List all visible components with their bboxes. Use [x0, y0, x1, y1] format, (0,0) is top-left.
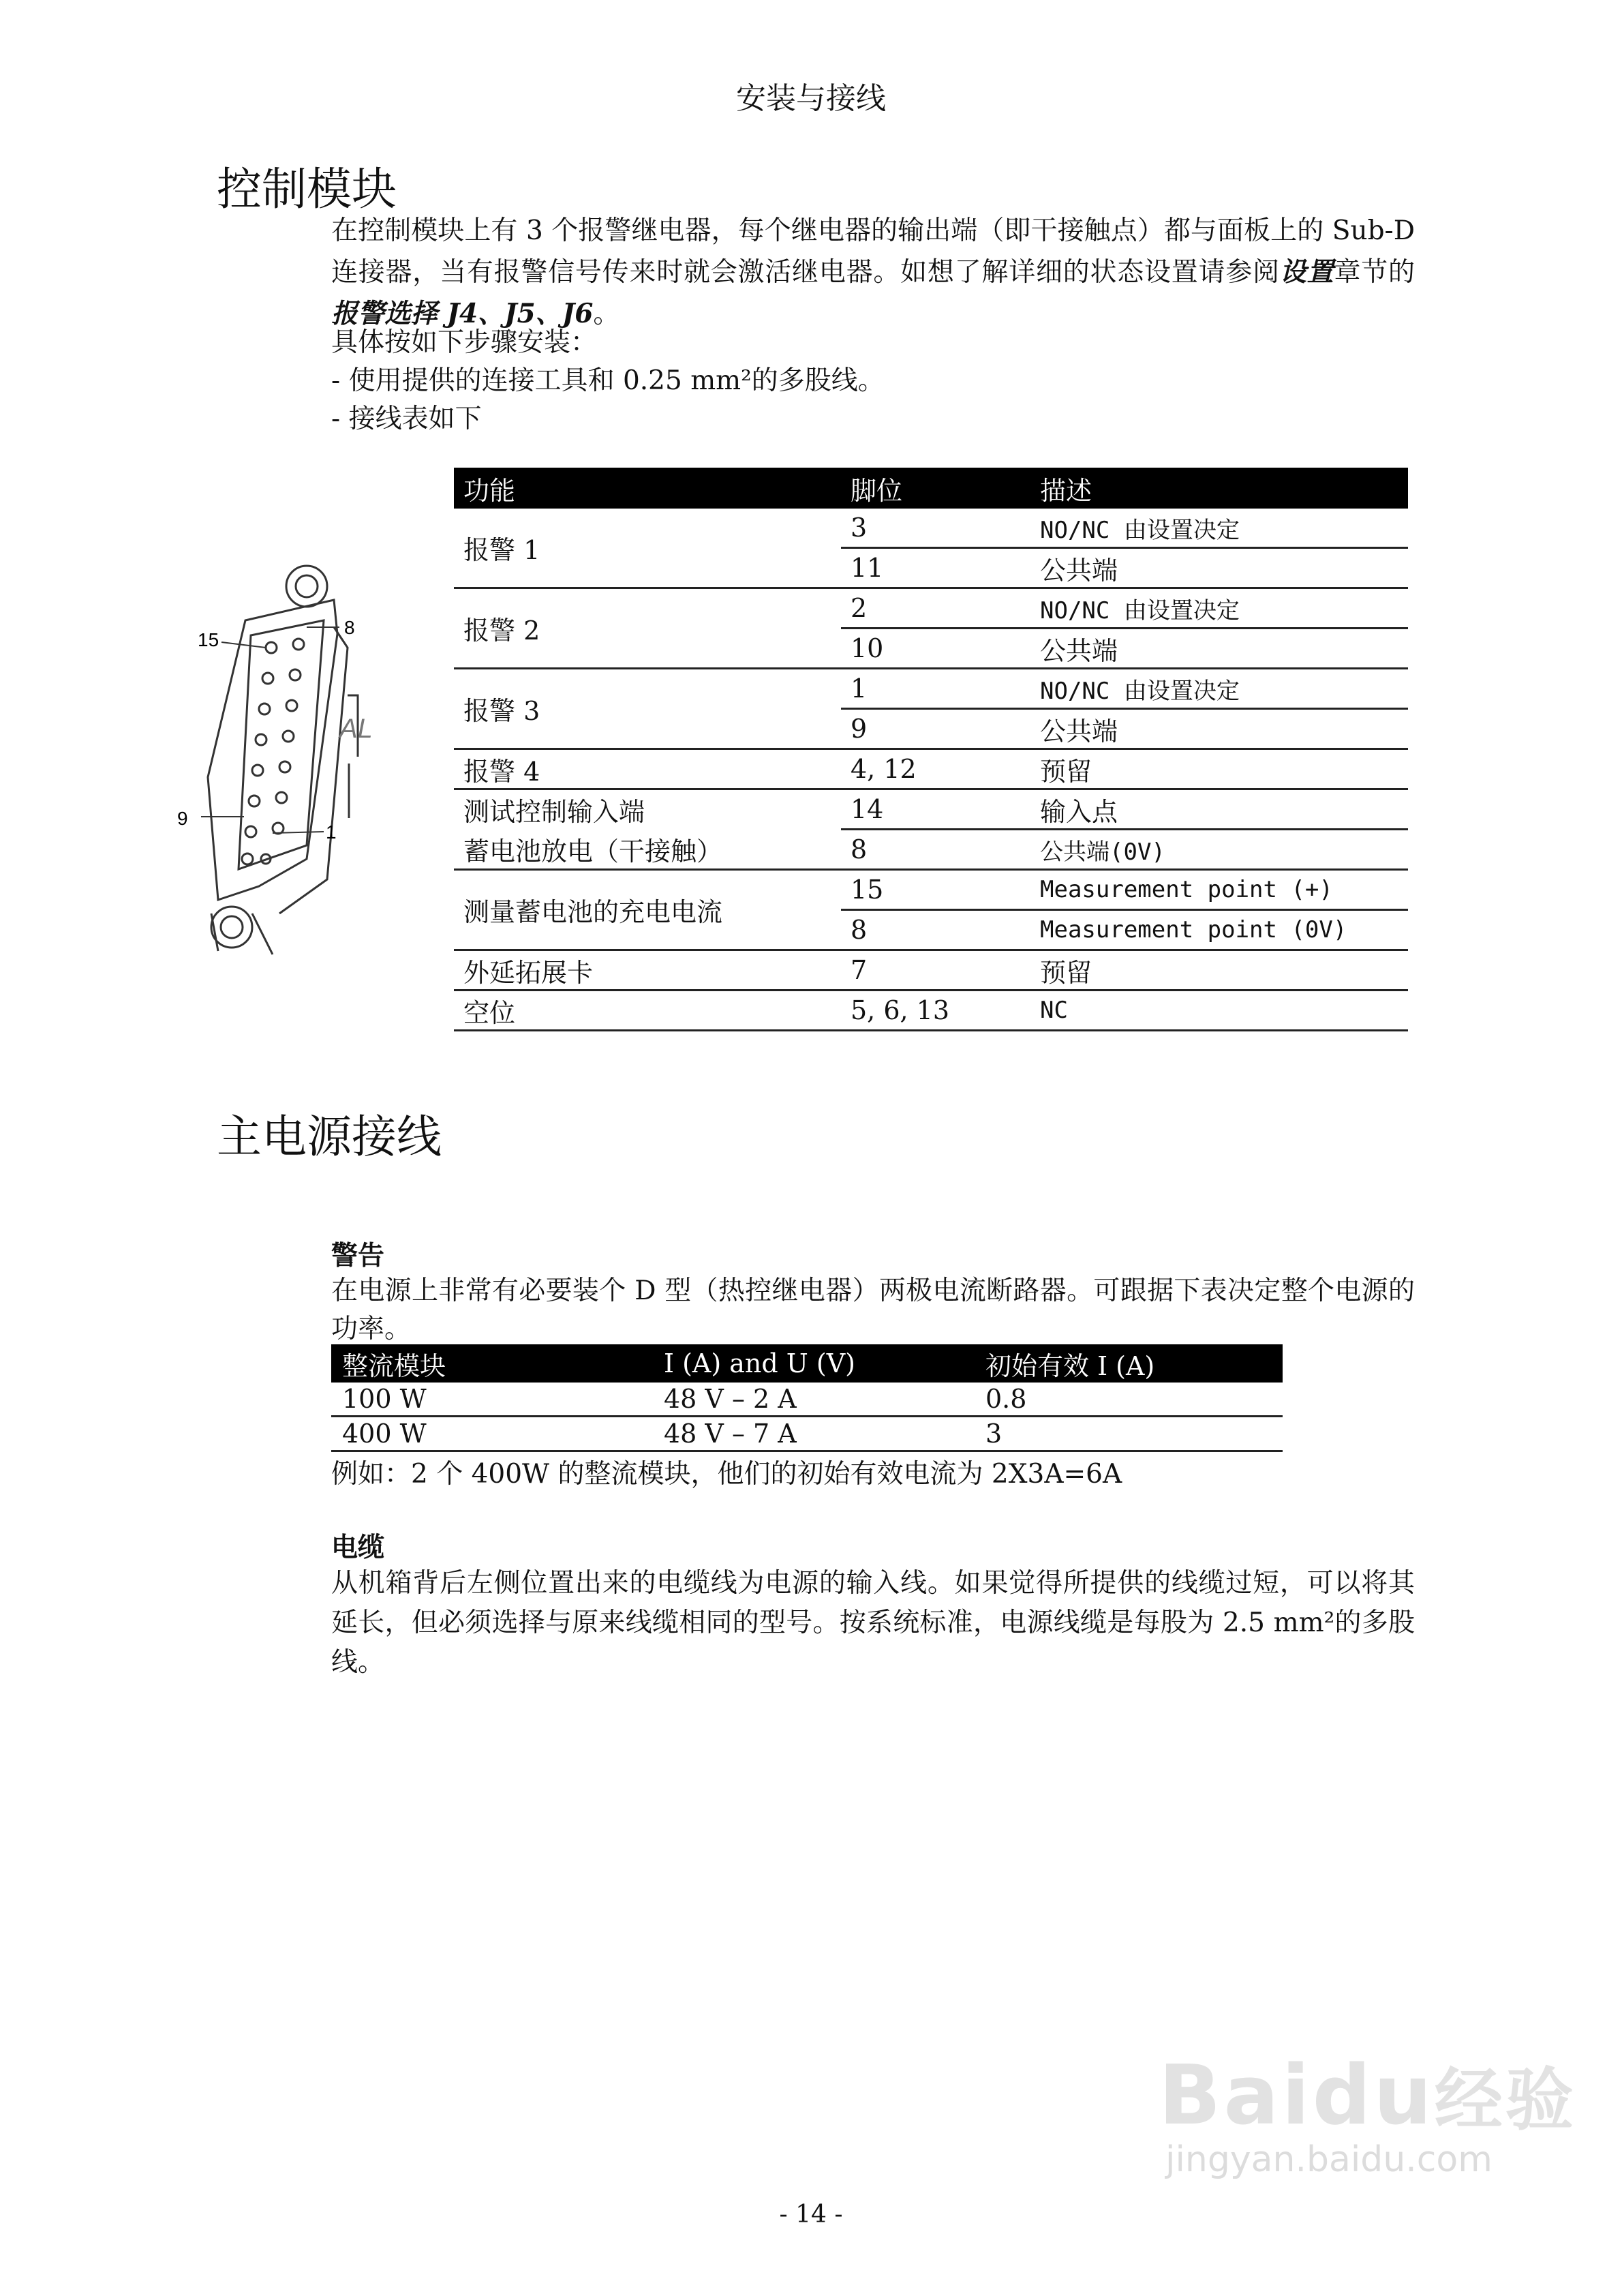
desc-cell: NO/NC 由设置决定 [1030, 588, 1408, 629]
pin-cell: 4, 12 [841, 749, 1030, 789]
watermark-product: 经验 [1434, 2060, 1576, 2140]
pin-label-15: 15 [198, 629, 219, 650]
intro-text-c: 章节的 [1334, 257, 1415, 288]
power-table [331, 1344, 1283, 1452]
func-cell: 测试控制输入端 [463, 797, 645, 828]
pin-cell: 7 [841, 950, 1030, 991]
table-row [331, 1383, 1283, 1417]
pin-cell: 14 [841, 789, 1030, 830]
section-title-control-module: 控制模块 [217, 163, 397, 215]
watermark-url: jingyan.baidu.com [1165, 2139, 1493, 2180]
intro-text-e: 。 [593, 299, 620, 329]
baidu-watermark [1159, 2045, 1576, 2180]
setup-ref: 设置 [1279, 256, 1334, 288]
iu-cell: 48 V – 2 A [653, 1383, 975, 1417]
table-row [454, 830, 1408, 870]
desc-cell: Measurement point (+) [1030, 870, 1408, 910]
table-row [454, 749, 1408, 789]
al-label: AL [339, 714, 373, 744]
table-row [454, 870, 1408, 910]
cable-text: 从机箱背后左侧位置出来的电缆线为电源的输入线。如果觉得所提供的线缆过短，可以将其延长，但必须选择与原来线缆相同的型号。按系统标准，电源线缆是每股为 2.5 mm²的多股线。 [331, 1568, 1415, 1678]
section-title-main-power: 主电源接线 [217, 1111, 442, 1163]
table-row [454, 669, 1408, 709]
pin-cell: 5, 6, 13 [841, 991, 1030, 1031]
pin-cell: 11 [841, 548, 1030, 588]
pin-cell: 8 [841, 830, 1030, 870]
col-function: 功能 [454, 468, 841, 509]
intro-paragraph [331, 210, 1415, 335]
desc-cell: NO/NC 由设置决定 [1030, 669, 1408, 709]
desc-cell: 公共端(0V) [1030, 830, 1408, 870]
pin-label-9: 9 [177, 808, 188, 829]
iu-cell: 48 V – 7 A [653, 1417, 975, 1451]
current-cell: 3 [975, 1417, 1283, 1451]
pin-cell: 1 [841, 669, 1030, 709]
func-cell: 测量蓄电池的充电电流 [454, 870, 841, 950]
desc-cell: NC [1030, 991, 1408, 1031]
table-row [454, 991, 1408, 1031]
subd-connector-diagram [170, 559, 395, 968]
steps-intro: 具体按如下步骤安装： [331, 327, 598, 358]
desc-cell: 输入点 [1030, 789, 1408, 830]
example-text: 例如：2 个 400W 的整流模块，他们的初始有效电流为 2X3A=6A [331, 1459, 1122, 1490]
alarm-select-ref: 报警选择 J4、J5、J6 [331, 298, 594, 329]
pin-cell: 15 [841, 870, 1030, 910]
table-row [454, 789, 1408, 830]
col-initial-current: 初始有效 I (A) [975, 1344, 1283, 1383]
current-cell: 0.8 [975, 1383, 1283, 1417]
watermark-brand: Baidu [1159, 2049, 1435, 2143]
col-description: 描述 [1030, 468, 1408, 509]
table-row [454, 588, 1408, 629]
desc-cell: 公共端 [1030, 548, 1408, 588]
func-cell: 报警 3 [454, 669, 841, 749]
func-cell: 报警 4 [454, 749, 841, 789]
desc-cell: 预留 [1030, 749, 1408, 789]
func-cell: 外延拓展卡 [454, 950, 841, 991]
pin-cell: 9 [841, 709, 1030, 749]
bullet-1: - 使用提供的连接工具和 0.25 mm²的多股线。 [331, 365, 885, 396]
intro-text-a: 在控制模块上有 3 个报警继电器，每个继电器的输出端（即干接触点）都与面板上的 Sub-D 连接器，当有报警信号传来时就会激活继电器。如想了解详细的状态设置请参阅 [331, 215, 1415, 288]
desc-cell: Measurement point (0V) [1030, 910, 1408, 950]
col-pin: 脚位 [841, 468, 1030, 509]
wiring-table [454, 468, 1408, 1031]
rectifier-cell: 100 W [331, 1383, 653, 1417]
desc-cell: 公共端 [1030, 629, 1408, 669]
func-cell: 报警 1 [454, 509, 841, 588]
pin-cell: 8 [841, 910, 1030, 950]
page-number: - 14 - [779, 2201, 843, 2229]
bullet-2: - 接线表如下 [331, 404, 482, 434]
warning-text: 在电源上非常有必要装个 D 型（热控继电器）两极电流断路器。可跟据下表决定整个电源的功率。 [331, 1275, 1415, 1344]
rectifier-cell: 400 W [331, 1417, 653, 1451]
func-cell: 蓄电池放电（干接触） [454, 830, 841, 870]
pin-cell: 3 [841, 509, 1030, 548]
pin-label-8: 8 [344, 617, 355, 638]
page-header: 安装与接线 [736, 81, 886, 116]
pin-label-1: 1 [326, 821, 337, 843]
warning-title: 警告 [331, 1241, 385, 1271]
func-cell: 空位 [454, 991, 841, 1031]
table-row [331, 1417, 1283, 1451]
desc-cell: 公共端 [1030, 709, 1408, 749]
col-rectifier: 整流模块 [331, 1344, 653, 1383]
pin-cell: 2 [841, 588, 1030, 629]
pin-cell: 10 [841, 629, 1030, 669]
func-cell: 报警 2 [454, 588, 841, 669]
table-row [454, 509, 1408, 548]
table-row [454, 950, 1408, 991]
cable-title: 电缆 [331, 1532, 385, 1563]
col-iu: I (A) and U (V) [653, 1344, 975, 1383]
desc-cell: NO/NC 由设置决定 [1030, 509, 1408, 548]
desc-cell: 预留 [1030, 950, 1408, 991]
